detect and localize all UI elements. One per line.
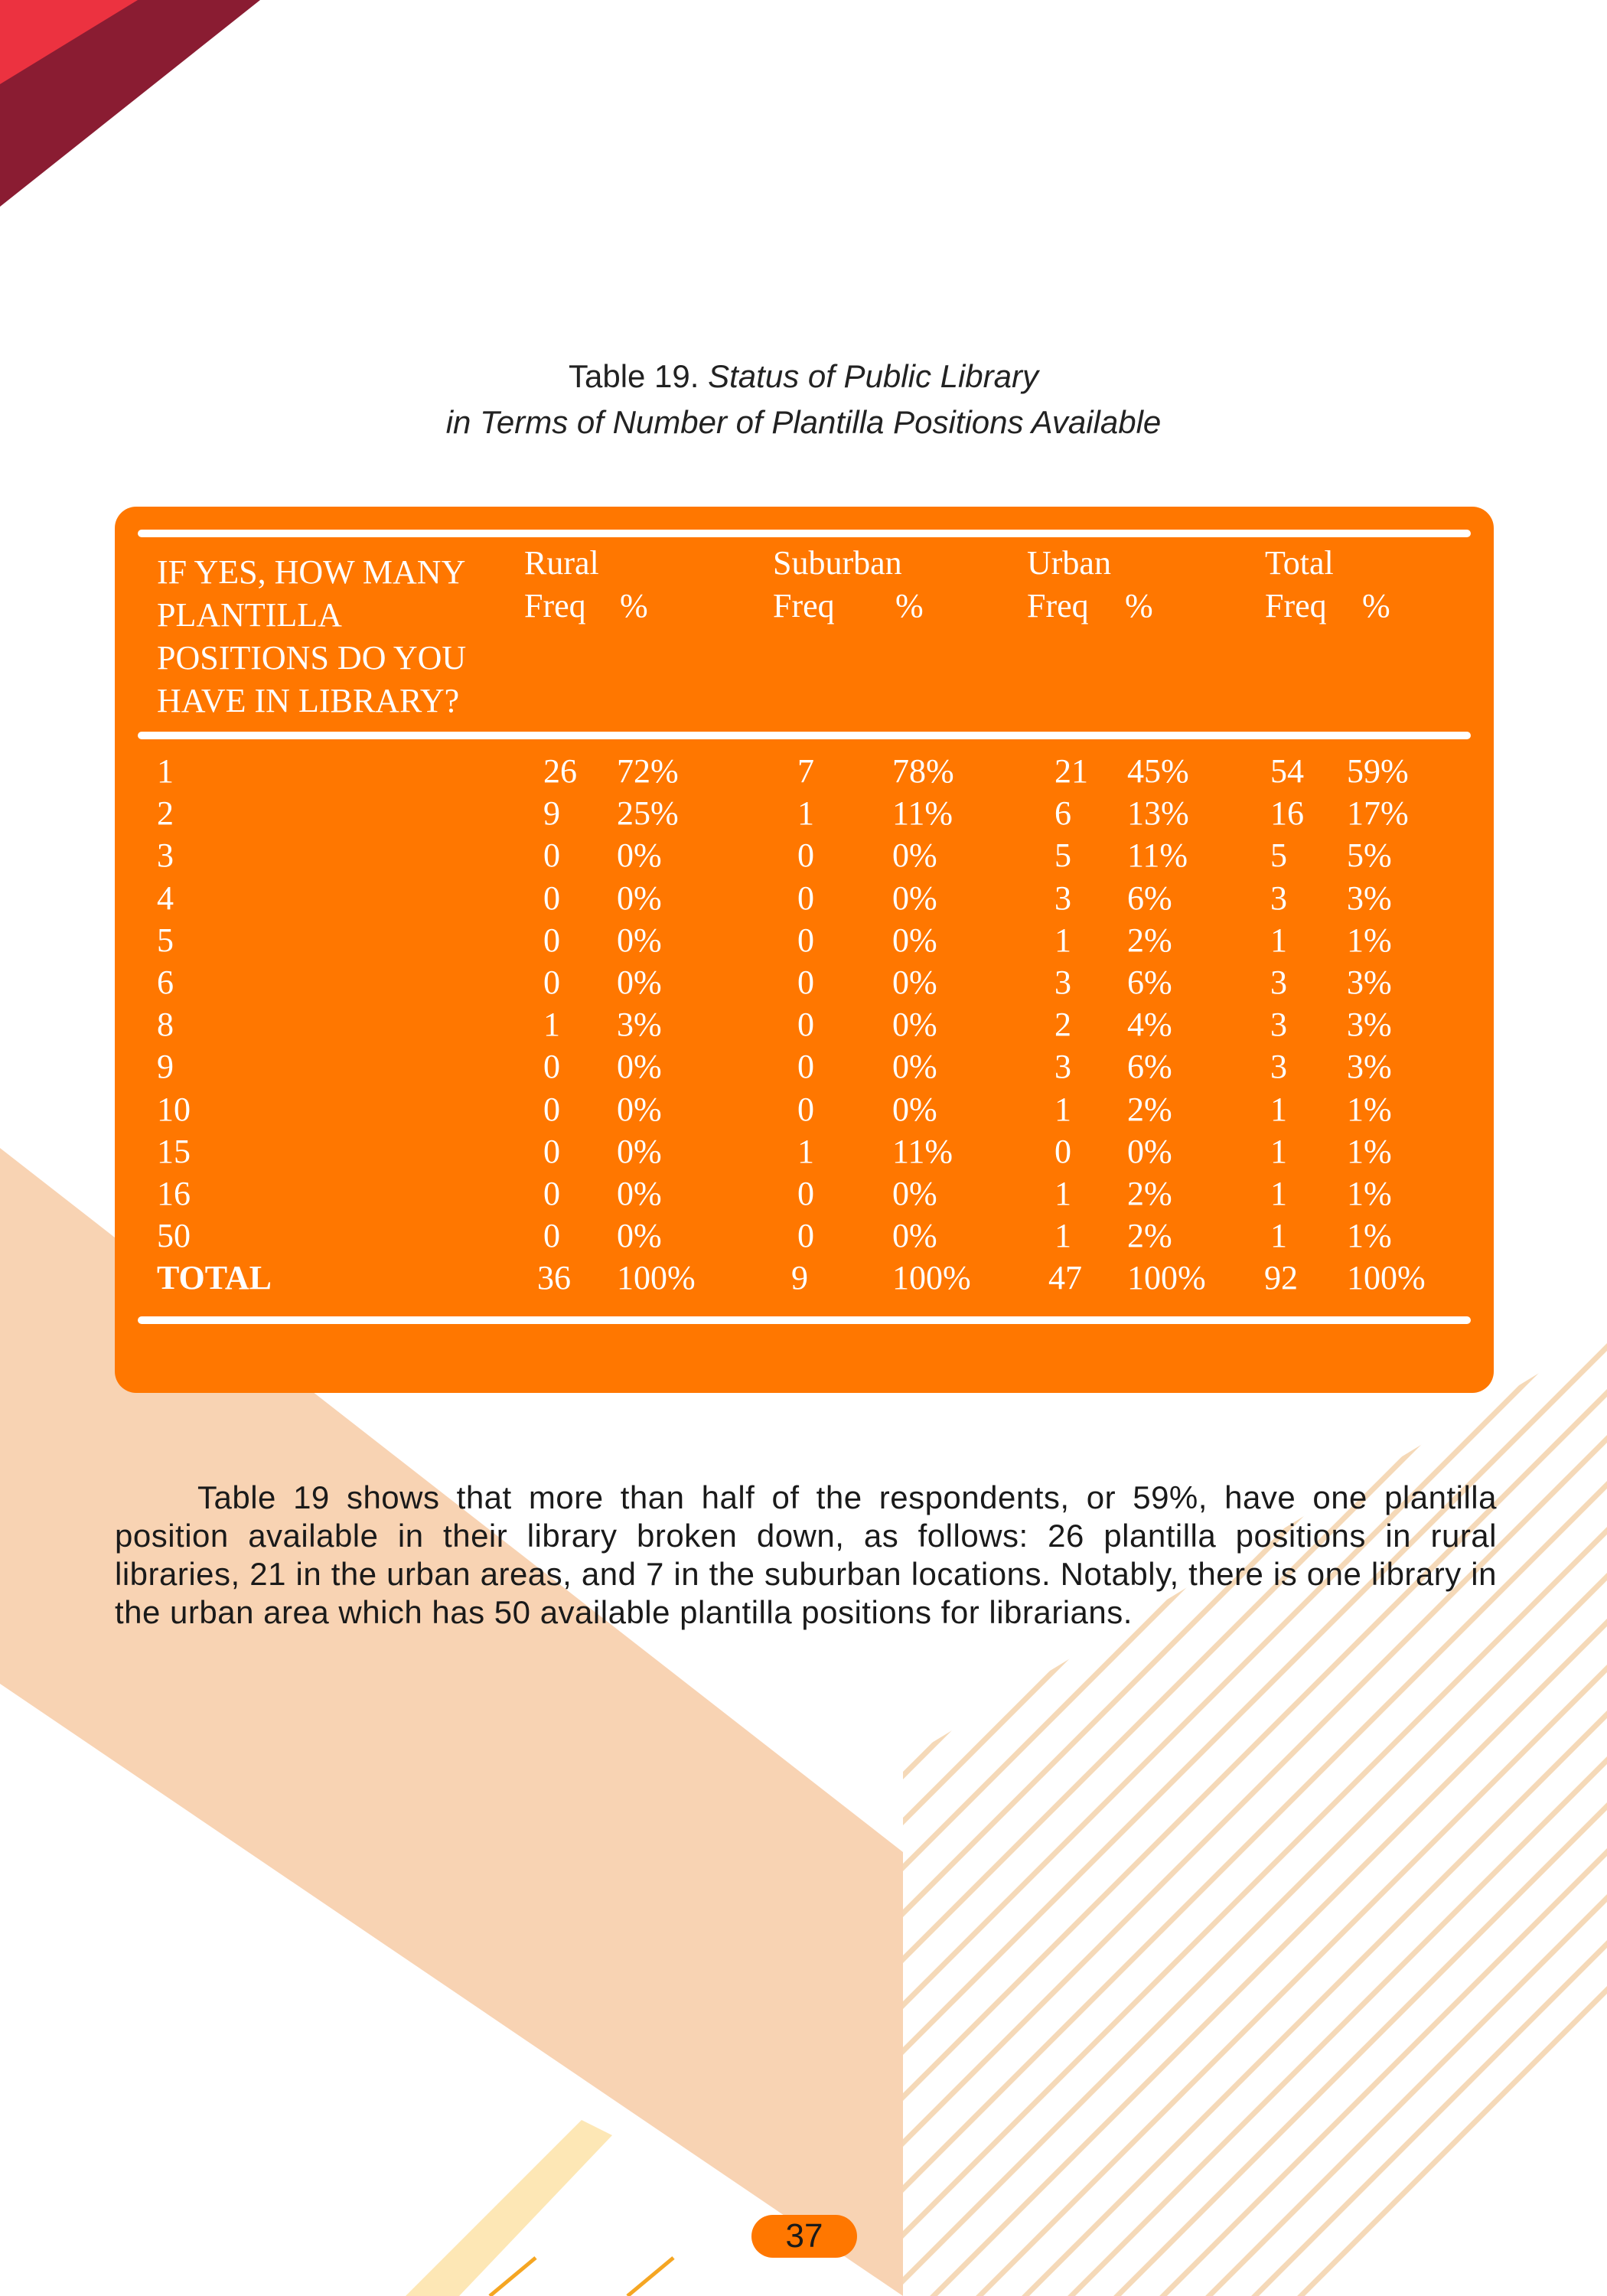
freq-value: 0 xyxy=(1054,1133,1071,1170)
bottom-accent-mark xyxy=(627,2258,673,2296)
freq-value: 0 xyxy=(543,964,560,1001)
pct-value: 0% xyxy=(892,837,937,874)
caption-line-1 xyxy=(0,354,1607,400)
freq-value: 16 xyxy=(1270,794,1304,832)
pct-value: 1% xyxy=(1347,921,1392,959)
freq-label: Freq xyxy=(773,587,835,625)
freq-value: 5 xyxy=(1270,837,1287,874)
pct-value: 0% xyxy=(892,964,937,1001)
total-freq-value: 36 xyxy=(537,1259,571,1296)
freq-value: 3 xyxy=(1270,964,1287,1001)
group-header-total: Total xyxy=(1265,544,1334,582)
pct-value: 6% xyxy=(1127,1048,1172,1085)
freq-value: 1 xyxy=(797,1133,814,1170)
freq-value: 1 xyxy=(1054,921,1071,959)
pct-value: 11% xyxy=(892,794,953,832)
pct-value: 72% xyxy=(617,752,679,790)
row-label: 15 xyxy=(157,1133,191,1170)
freq-value: 0 xyxy=(797,1217,814,1254)
freq-value: 0 xyxy=(543,1091,560,1128)
pct-value: 0% xyxy=(617,921,662,959)
pct-value: 2% xyxy=(1127,1175,1172,1212)
row-label: 16 xyxy=(157,1175,191,1212)
pct-value: 6% xyxy=(1127,879,1172,917)
freq-value: 0 xyxy=(797,921,814,959)
freq-value: 0 xyxy=(797,1048,814,1085)
pct-value: 0% xyxy=(617,1091,662,1128)
freq-value: 7 xyxy=(797,752,814,790)
pct-value: 3% xyxy=(1347,1006,1392,1043)
body-paragraph: Table 19 shows that more than half of the respondents, or 59%, have one plantilla position available in their library broken down, as follows: 26 plantilla positions in rural libraries, 21 in the urban areas, and 7 in the suburban locations. Notably, there is one library in the urban area which has 50 available plantilla positions for librarians. xyxy=(115,1479,1497,1630)
yellow-strip xyxy=(406,2120,612,2296)
total-row-label: TOTAL xyxy=(157,1259,272,1296)
freq-label: Freq xyxy=(524,587,586,625)
pct-value: 0% xyxy=(892,879,937,917)
pct-value: 0% xyxy=(892,1175,937,1212)
pct-label: % xyxy=(1362,587,1390,625)
pct-value: 2% xyxy=(1127,921,1172,959)
total-freq-value: 92 xyxy=(1264,1259,1298,1296)
freq-value: 1 xyxy=(1270,1091,1287,1128)
pct-value: 0% xyxy=(892,1217,937,1254)
pct-value: 3% xyxy=(1347,879,1392,917)
pct-value: 1% xyxy=(1347,1217,1392,1254)
table-header-rule xyxy=(138,732,1471,739)
pct-value: 6% xyxy=(1127,964,1172,1001)
freq-value: 3 xyxy=(1270,1048,1287,1085)
total-pct-value: 100% xyxy=(1127,1259,1206,1296)
freq-value: 0 xyxy=(543,921,560,959)
freq-value: 0 xyxy=(543,1133,560,1170)
freq-value: 1 xyxy=(1054,1091,1071,1128)
pct-value: 0% xyxy=(617,879,662,917)
freq-value: 1 xyxy=(797,794,814,832)
table-bottom-rule xyxy=(138,1316,1471,1324)
freq-value: 1 xyxy=(1270,921,1287,959)
freq-value: 3 xyxy=(1054,879,1071,917)
freq-value: 3 xyxy=(1270,879,1287,917)
pct-value: 17% xyxy=(1347,794,1409,832)
freq-value: 3 xyxy=(1270,1006,1287,1043)
pct-value: 45% xyxy=(1127,752,1189,790)
row-label: 50 xyxy=(157,1217,191,1254)
row-label: 4 xyxy=(157,879,174,917)
freq-value: 1 xyxy=(1270,1133,1287,1170)
freq-value: 0 xyxy=(543,1217,560,1254)
pct-label: % xyxy=(620,587,648,625)
freq-value: 0 xyxy=(543,879,560,917)
freq-value: 6 xyxy=(1054,794,1071,832)
row-label: 3 xyxy=(157,837,174,874)
total-pct-value: 100% xyxy=(892,1259,971,1296)
bottom-accent-mark xyxy=(490,2258,536,2296)
table-caption xyxy=(0,354,1607,445)
freq-value: 0 xyxy=(543,1048,560,1085)
pct-value: 2% xyxy=(1127,1217,1172,1254)
caption-title-line-1: Status of Public Library xyxy=(708,358,1038,394)
freq-label: Freq xyxy=(1265,587,1327,625)
pct-label: % xyxy=(895,587,924,625)
caption-table-number: Table 19. xyxy=(568,358,699,394)
pct-value: 0% xyxy=(617,1217,662,1254)
freq-value: 9 xyxy=(543,794,560,832)
freq-value: 1 xyxy=(543,1006,560,1043)
pct-value: 1% xyxy=(1347,1091,1392,1128)
pct-value: 0% xyxy=(617,837,662,874)
pct-value: 0% xyxy=(1127,1133,1172,1170)
freq-value: 1 xyxy=(1270,1175,1287,1212)
freq-label: Freq xyxy=(1027,587,1089,625)
freq-value: 0 xyxy=(797,1006,814,1043)
freq-value: 3 xyxy=(1054,964,1071,1001)
freq-value: 0 xyxy=(797,1175,814,1212)
freq-value: 21 xyxy=(1054,752,1088,790)
total-pct-value: 100% xyxy=(617,1259,696,1296)
freq-value: 54 xyxy=(1270,752,1304,790)
freq-value: 0 xyxy=(797,1091,814,1128)
pct-value: 2% xyxy=(1127,1091,1172,1128)
freq-value: 0 xyxy=(797,879,814,917)
plantilla-table xyxy=(115,507,1494,1393)
row-label: 9 xyxy=(157,1048,174,1085)
total-pct-value: 100% xyxy=(1347,1259,1426,1296)
pct-label: % xyxy=(1125,587,1153,625)
freq-value: 1 xyxy=(1270,1217,1287,1254)
total-freq-value: 9 xyxy=(791,1259,808,1296)
freq-value: 0 xyxy=(543,1175,560,1212)
row-label: 6 xyxy=(157,964,174,1001)
freq-value: 0 xyxy=(543,837,560,874)
freq-value: 26 xyxy=(543,752,577,790)
pct-value: 59% xyxy=(1347,752,1409,790)
freq-value: 3 xyxy=(1054,1048,1071,1085)
question-header: IF YES, HOW MANY PLANTILLA POSITIONS DO YOU HAVE IN LIBRARY? xyxy=(157,553,467,719)
pct-value: 0% xyxy=(892,921,937,959)
freq-value: 2 xyxy=(1054,1006,1071,1043)
pct-value: 78% xyxy=(892,752,954,790)
pct-value: 5% xyxy=(1347,837,1392,874)
pct-value: 0% xyxy=(617,1048,662,1085)
row-label: 10 xyxy=(157,1091,191,1128)
freq-value: 0 xyxy=(797,837,814,874)
pct-value: 3% xyxy=(1347,1048,1392,1085)
row-label: 1 xyxy=(157,752,174,790)
pct-value: 11% xyxy=(1127,837,1188,874)
freq-value: 0 xyxy=(797,964,814,1001)
pct-value: 3% xyxy=(1347,964,1392,1001)
pct-value: 0% xyxy=(617,964,662,1001)
group-header-rural: Rural xyxy=(524,544,599,582)
pct-value: 0% xyxy=(617,1133,662,1170)
pct-value: 13% xyxy=(1127,794,1189,832)
pct-value: 25% xyxy=(617,794,679,832)
group-header-urban: Urban xyxy=(1027,544,1111,582)
row-label: 2 xyxy=(157,794,174,832)
freq-value: 1 xyxy=(1054,1217,1071,1254)
page-number-badge: 37 xyxy=(751,2215,857,2258)
pct-value: 11% xyxy=(892,1133,953,1170)
pct-value: 1% xyxy=(1347,1133,1392,1170)
group-header-suburban: Suburban xyxy=(773,544,902,582)
pct-value: 0% xyxy=(892,1091,937,1128)
total-freq-value: 47 xyxy=(1048,1259,1082,1296)
freq-value: 5 xyxy=(1054,837,1071,874)
pct-value: 0% xyxy=(617,1175,662,1212)
row-label: 5 xyxy=(157,921,174,959)
pct-value: 3% xyxy=(617,1006,662,1043)
pct-value: 1% xyxy=(1347,1175,1392,1212)
row-label: 8 xyxy=(157,1006,174,1043)
pct-value: 0% xyxy=(892,1006,937,1043)
pct-value: 0% xyxy=(892,1048,937,1085)
pct-value: 4% xyxy=(1127,1006,1172,1043)
table-top-rule xyxy=(138,530,1471,537)
caption-title-line-2: in Terms of Number of Plantilla Positions Available xyxy=(445,404,1162,440)
freq-value: 1 xyxy=(1054,1175,1071,1212)
